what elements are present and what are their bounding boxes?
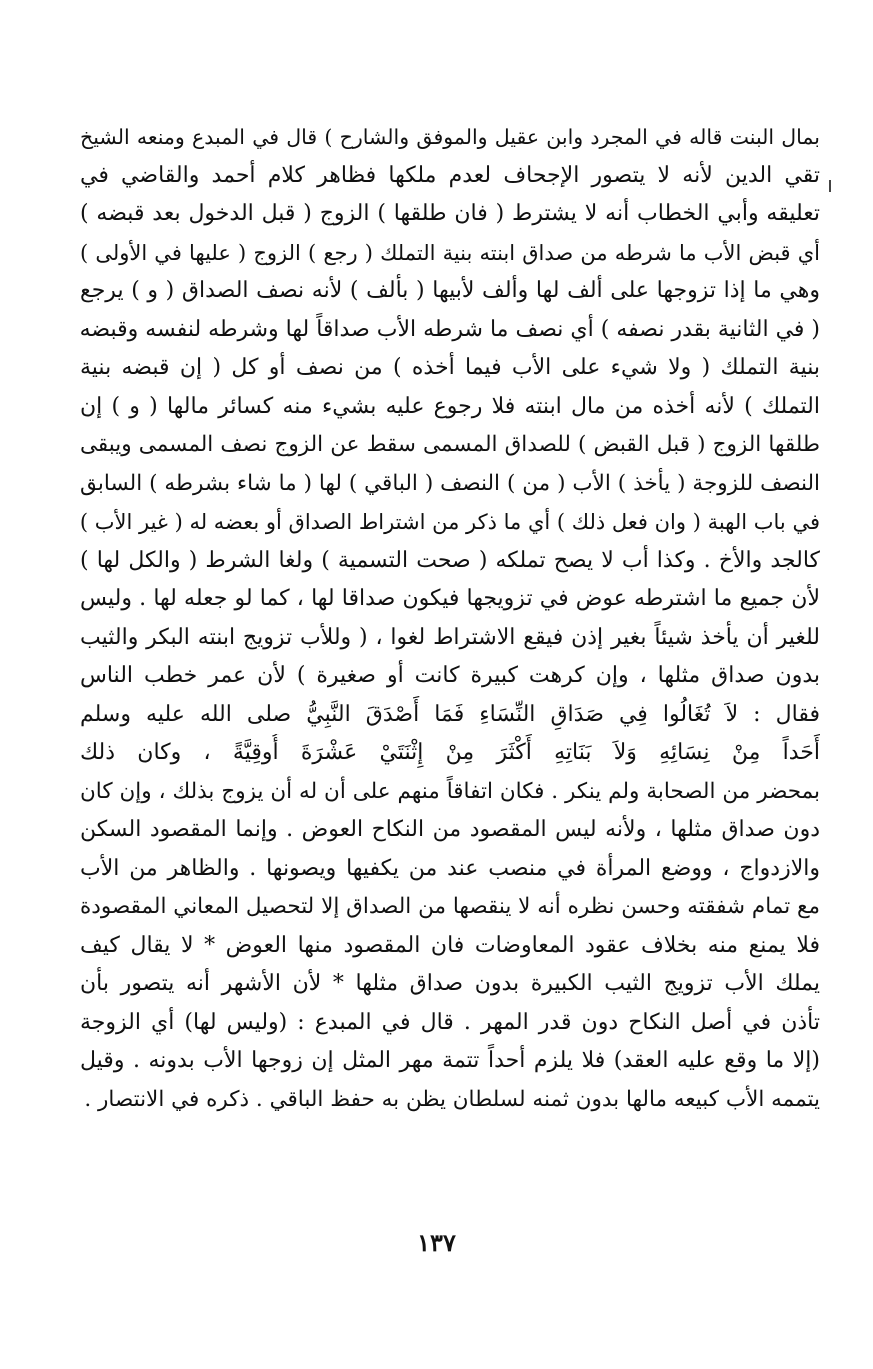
text-line: تقي الدين لأنه لا يتصور الإجحاف لعدم ملكها فظاهر كلام أحمد والقاضي في [80, 162, 820, 188]
text-line: بنية التملك ( ولا شيء على الأب فيما أخذه ) من نصف أو كل ( إن قبضه بنية [80, 355, 820, 380]
text-line: كالجد والأخ . وكذا أب لا يصح تملكه ( صحت التسمية ) ولغا الشرط ( والكل لها ) [80, 547, 820, 573]
text-line: أي قبض الأب ما شرطه من صداق ابنته بنية التملك ( رجع ) الزوج ( عليها في الأولى ) [80, 240, 820, 265]
text-line: وهي ما إذا تزوجها على ألف لها وألف لأبيها ( بألف ) لأنه نصف الصداق ( و ) يرجع [80, 278, 820, 303]
text-line: فلا يمنع منه بخلاف عقود المعاوضات فان المقصود منها العوض * لا يقال كيف [80, 932, 820, 958]
text-line: التملك ) لأنه أخذه من مال ابنته فلا رجوع عليه بشيء منه كسائر مالها ( و ) إن [80, 393, 820, 419]
text-line: مع تمام شفقته وحسن نظره أنه لا ينقصها من الصداق إلا لتحصيل المعاني المقصودة [80, 894, 820, 919]
body-text [80, 118, 820, 1119]
text-line: بمال البنت قاله في المجرد وابن عقيل والموفق والشارح ) قال في المبدع ومنعه الشيخ [80, 125, 820, 149]
text-line: (إلا ما وقع عليه العقد) فلا يلزم أحداً تتمة مهر المثل إن زوجها الأب بدونه . وقيل [80, 1048, 820, 1073]
text-line: ( في الثانية بقدر نصفه ) أي نصف ما شرطه الأب صداقاً لها وشرطه لنفسه وقبضه [80, 316, 820, 342]
text-line: للغير أن يأخذ شيئاً بغير إذن فيقع الاشتراط لغوا ، ( وللأب تزويج ابنته البكر والثيب [80, 624, 820, 650]
text-line: دون صداق مثلها ، ولأنه ليس المقصود من النكاح العوض . وإنما المقصود السكن [80, 817, 820, 842]
text-line: بمحضر من الصحابة ولم ينكر . فكان اتفاقاً منهم على أن له أن يزوج بذلك ، وإن كان [80, 778, 820, 804]
text-line: أَحَداً مِنْ نِسَائِهِ وَلاَ بَنَاتِهِ أَكْثَرَ مِنْ إِثْنَتَيْ عَشْرَةَ أُوقِيَّةً ، وكان ذلك [80, 740, 820, 765]
text-line: في باب الهبة ( وان فعل ذلك ) أي ما ذكر من اشتراط الصداق أو بعضه له ( غير الأب ) [80, 510, 820, 534]
text-line: يملك الأب تزويج الثيب الكبيرة بدون صداق مثلها * لأن الأشهر أنه يتصور بأن [80, 971, 820, 996]
text-line: فقال : لاَ تُغَالُوا فِي صَدَاقِ النِّسَاءِ فَمَا أَصْدَقَ النَّبِيُّ صلى الله عليه وسلم [80, 701, 820, 727]
text-line: يتممه الأب كبيعه مالها بدون ثمنه لسلطان يظن به حفظ الباقي . ذكره في الانتصار . [84, 1086, 820, 1112]
text-line: والازدواج ، ووضع المرأة في منصب عند من يكفيها ويصونها . والظاهر من الأب [80, 855, 820, 881]
text-line: بدون صداق مثلها ، وإن كرهت كبيرة كانت أو صغيرة ) لأن عمر خطب الناس [80, 663, 820, 688]
text-line: طلقها الزوج ( قبل القبض ) للصداق المسمى سقط عن الزوج نصف المسمى ويبقى [80, 432, 820, 457]
text-line: تأذن في أصل النكاح دون قدر المهر . قال في المبدع : (وليس لها) أي الزوجة [80, 1009, 820, 1035]
page-number: ١٣٧ [417, 1228, 456, 1257]
text-line: لأن جميع ما اشترطه عوض في تزويجها فيكون صداقا لها ، كما لو جعله لها . وليس [80, 586, 820, 611]
margin-mark [829, 180, 831, 192]
text-line: النصف للزوجة ( يأخذ ) الأب ( من ) النصف ( الباقي ) لها ( ما شاء بشرطه ) السابق [80, 470, 820, 496]
text-line: تعليقه وأبي الخطاب أنه لا يشترط ( فان طلقها ) الزوج ( قبل الدخول بعد قبضه ) [80, 201, 820, 226]
